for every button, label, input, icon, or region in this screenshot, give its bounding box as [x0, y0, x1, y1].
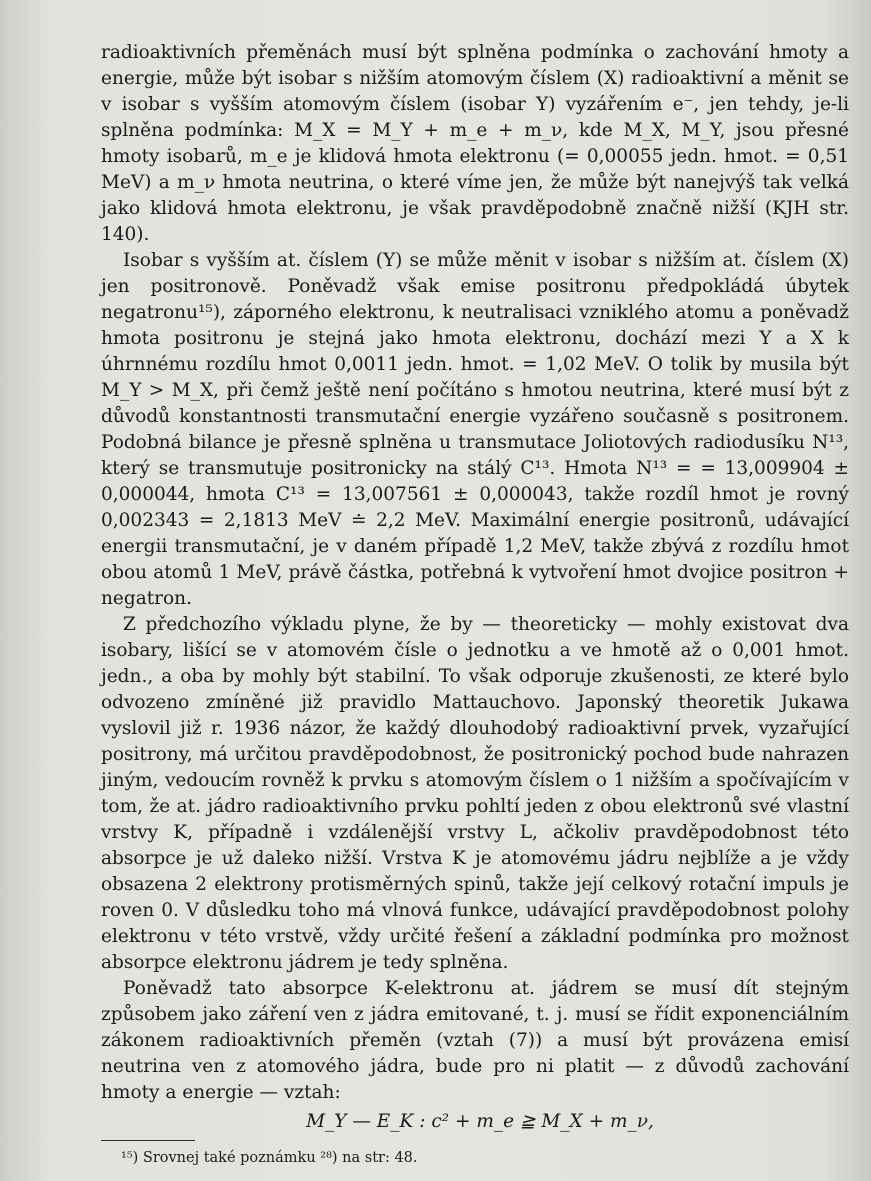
- footnote-divider: [101, 1140, 195, 1141]
- paragraph-4: Poněvadž tato absorpce K-elektronu at. jádrem se musí dít stejným způsobem jako záření ven z jádra emitované, t. j. musí se řídit exponenciálním zákonem radioaktivních přeměn (vztah (7)) a musí být provázena emisí neutrina ven z atomového jádra, bude pro ni platit — z důvodů zachování hmoty a energie — vztah:: [101, 978, 849, 1103]
- body-text: [101, 40, 849, 1167]
- footnote: ¹⁵) Srovnej také poznámku ²⁸) na str: 48.: [121, 1150, 418, 1166]
- paragraph-1: radioaktivních přeměnách musí být splněna podmínka o zachování hmoty a energie, může být isobar s nižším atomovým číslem (X) radioaktivní a měnit se v isobar s vyšším atomovým číslem (isobar Y) vyzářením e⁻, jen tehdy, je-li splněna podmínka: M_X = M_Y + m_e + m_ν, kde M_X, M_Y, jsou přesné hmoty isobarů, m_e je klidová hmota elektronu (= 0,00055 jedn. hmot. = 0,51 MeV) a m_ν hmota neutrina, o které víme jen, že může být nanejvýš tak velká jako klidová hmota elektronu, je však pravděpodobně značně nižší (KJH str. 140).: [101, 42, 849, 245]
- paragraph-3: Z předchozího výkladu plyne, že by — theoreticky — mohly existovat dva isobary, lišící se v atomovém čísle o jednotku a ve hmotě až o 0,001 hmot. jedn., a oba by mohly být stabilní. To však odporuje zkušenosti, ze které bylo odvozeno zmíněné již pravidlo Mattauchovo. Japonský theoretik Jukawa vyslovil již r. 1936 názor, že každý dlouhodobý radioaktivní prvek, vyzařující positrony, má určitou pravděpodobnost, že positronický pochod bude nahrazen jiným, vedoucím rovněž k prvku s atomovým číslem o 1 nižším a spočívajícím v tom, že at. jádro radioaktivního prvku pohltí jeden z obou elektronů své vlastní vrstvy K, případně i vzdálenější vrstvy L, ačkoliv pravděpodobnost této absorpce je už daleko nižší. Vrstva K je atomovému jádru nejblíže a je vždy obsazena 2 elektrony protisměrných spinů, takže její celkový rotační impuls je roven 0. V důsledku toho má vlnová funkce, udávající pravděpodobnost polohy elektronu v této vrstvě, vždy určité řešení a základní podmínka pro možnost absorpce elektronu jádrem je tedy splněna.: [101, 614, 849, 973]
- equation: M_Y — E_K : c² + m_e ≧ M_X + m_ν,: [306, 1111, 654, 1132]
- paragraph-2: Isobar s vyšším at. číslem (Y) se může měnit v isobar s nižším at. číslem (X) jen positronově. Poněvadž však emise positronu předpokládá úbytek negatronu¹⁵), záporného elektronu, k neutralisaci vzniklého atomu a poněvadž hmota positronu je stejná jako hmota elektronu, dochází mezi Y a X k úhrnnému rozdílu hmot 0,0011 jedn. hmot. = 1,02 MeV. O tolik by musila být M_Y > M_X, při čemž ještě není počítáno s hmotou neutrina, které musí být z důvodů konstantnosti transmutační energie vyzářeno současně s positronem. Podobná bilance je přesně splněna u transmutace Joliotových radiodusíku N¹³, který se transmutuje positronicky na stálý C¹³. Hmota N¹³ = = 13,009904 ± 0,000044, hmota C¹³ = 13,007561 ± 0,000043, takže rozdíl hmot je rovný 0,002343 = 2,1813 MeV ≐ 2,2 MeV. Maximální energie positronů, udávající energii transmutační, je v daném případě 1,2 MeV, takže zbývá z rozdílu hmot obou atomů 1 MeV, právě částka, potřebná k vytvoření hmot dvojice positron + negatron.: [101, 250, 849, 609]
